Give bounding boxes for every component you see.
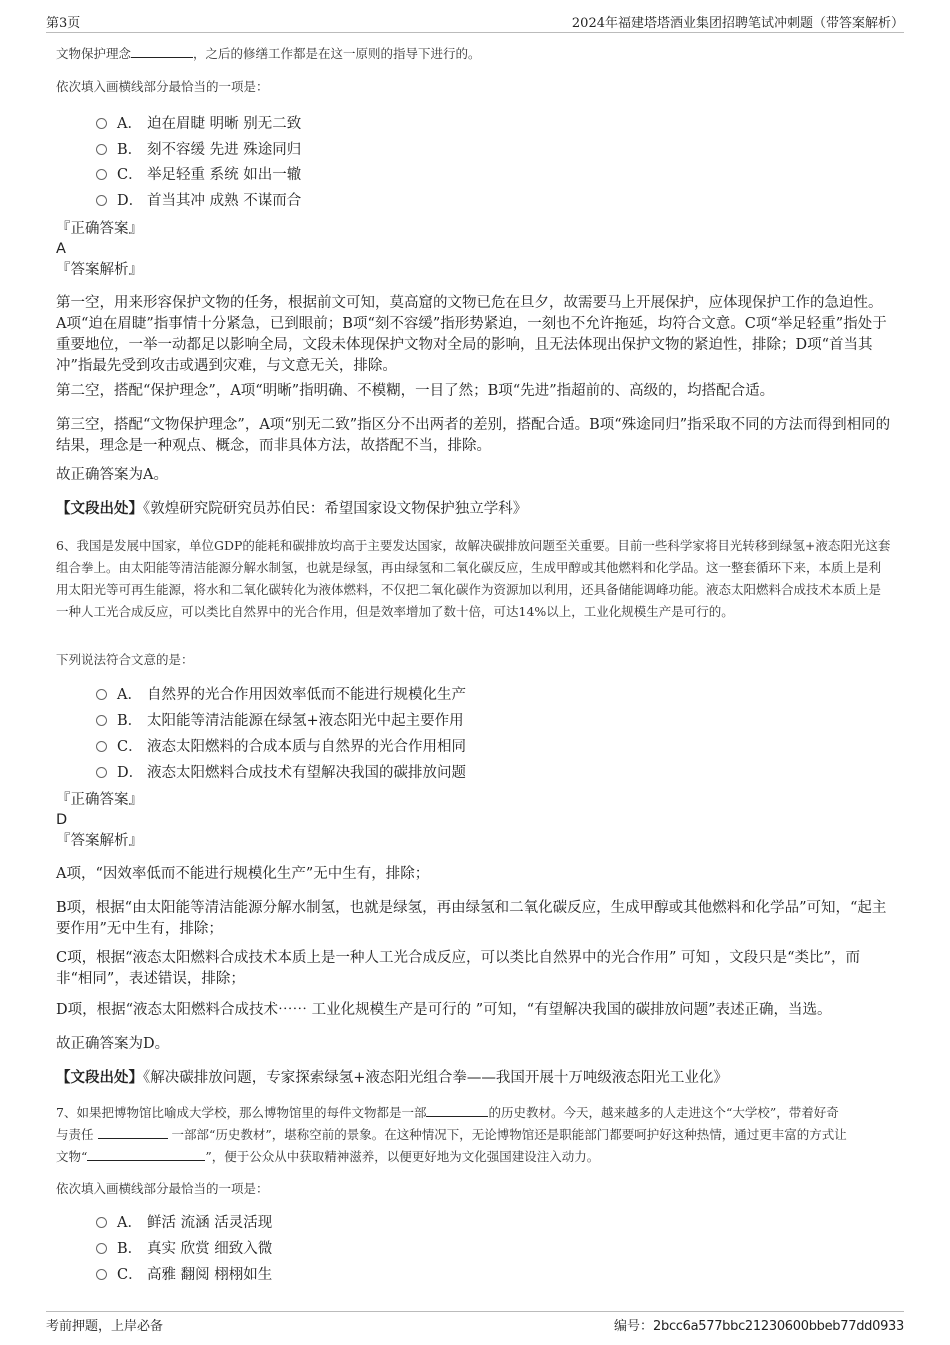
q6-analysis-d: D项，根据“液态太阳燃料合成技术⋯⋯ 工业化规模生产是可行的 ”可知，“有望解决我国的碳排放问题”表述正确，当选。	[56, 1002, 832, 1018]
q5-option-c[interactable]: C． 举足轻重 系统 如出一辙	[96, 164, 301, 186]
blank-2	[98, 1124, 168, 1139]
q6-analysis-b: B项，根据“由太阳能等清洁能源分解水制氢，也就是绿氢，再由绿氢和二氧化碳反应，生成甲醇或其他燃料和化学品”可知，“起主要作用”无中生有，排除；	[56, 900, 887, 937]
radio-icon[interactable]	[96, 1217, 107, 1228]
q5-analysis-label: 『答案解析』	[56, 262, 143, 278]
radio-icon[interactable]	[96, 118, 107, 129]
q7-option-b[interactable]: B． 真实 欣赏 细致入微	[96, 1238, 272, 1260]
q6-option-a[interactable]: A． 自然界的光合作用因效率低而不能进行规模化生产	[96, 684, 466, 706]
page-header	[46, 8, 904, 33]
radio-icon[interactable]	[96, 144, 107, 155]
q5-conclusion: 故正确答案为A。	[56, 467, 168, 483]
q6-stem: 6、我国是发展中国家，单位GDP的能耗和碳排放均高于主要发达国家，故解决碳排放问题至关重要。目前一些科学家将目光转移到绿氢+液态阳光这套组合拳上。由太阳能等清洁能源分解水制氢，也就是绿氢，再由绿氢和二氧化碳反应，生成甲醇或其他燃料和化学品。这一整套循环下来，本质上是利用太阳光等可再生能源，将水和二氧化碳转化为液体燃料，不仅把二氧化碳作为资源加以利用，还具备储能调峰功能。液态太阳燃料合成技术本质上是一种人工光合成反应，可以类比自然界中的光合作用，但是效率增加了数十倍，可达14%以上，工业化规模生产是可行的。	[56, 538, 891, 619]
blank-1	[131, 43, 193, 58]
q5-answer: A	[56, 241, 66, 257]
radio-icon[interactable]	[96, 1243, 107, 1254]
q5-option-d[interactable]: D． 首当其冲 成熟 不谋而合	[96, 190, 301, 212]
document-code: 编号：2bcc6a577bbc21230600bbeb77dd0933	[614, 1319, 904, 1334]
q5-intro: 文物保护理念 ，之后的修缮工作都是在这一原则的指导下进行的。	[56, 43, 481, 65]
q5-analysis-1: 第一空，用来形容保护文物的任务，根据前文可知，莫高窟的文物已危在旦夕，故需要马上开展保护，应体现保护工作的急迫性。A项“迫在眉睫”指事情十分紧急，已到眼前；B项“刻不容缓”指形势紧迫，一刻也不允许拖延，均符合文意。C项“举足轻重”指处于重要地位，一举一动都足以影响全局，文段未体现保护文物对全局的影响，且无法体现出保护文物的紧迫性，排除；D项“首当其冲”指最先受到攻击或遇到灾难，与文意无关，排除。	[56, 295, 887, 374]
q6-prompt: 下列说法符合文意的是：	[56, 652, 194, 667]
q6-option-b[interactable]: B． 太阳能等清洁能源在绿氢+液态阳光中起主要作用	[96, 710, 464, 732]
radio-icon[interactable]	[96, 715, 107, 726]
footer-slogan: 考前押题，上岸必备	[46, 1319, 164, 1334]
q5-prompt: 依次填入画横线部分最恰当的一项是：	[56, 79, 269, 94]
radio-icon[interactable]	[96, 741, 107, 752]
page-footer	[46, 1311, 904, 1340]
q5-option-a[interactable]: A． 迫在眉睫 明晰 别无二致	[96, 113, 301, 135]
q6-analysis-a: A项，“因效率低而不能进行规模化生产”无中生有，排除；	[56, 866, 430, 882]
q6-option-c[interactable]: C． 液态太阳燃料的合成本质与自然界的光合作用相同	[96, 736, 466, 758]
q5-option-b[interactable]: B． 刻不容缓 先进 殊途同归	[96, 139, 301, 161]
page-number: 第3页	[46, 16, 81, 31]
q7-option-a[interactable]: A． 鲜活 流涵 活灵活现	[96, 1212, 272, 1234]
radio-icon[interactable]	[96, 689, 107, 700]
q5-analysis-3: 第三空，搭配“文物保护理念”，A项“别无二致”指区分不出两者的差别，搭配合适。B项“殊途同归”指采取不同的方法而得到相同的结果，理念是一种观点、概念，而非具体方法，故搭配不当，排除。	[56, 417, 891, 454]
radio-icon[interactable]	[96, 169, 107, 180]
q7-stem: 7、如果把博物馆比喻成大学校，那么博物馆里的每件文物都是一部 的历史教材。今天，越来越多的人走进这个“大学校”，带着好奇 与责任 一部部“历史教材”，堪称空前的景象。在这种情况下，无论博物馆还是职能部门都要呵护好这种热情，通过更丰富的方式让 文物“ ”，便于公众从中获取精神滋养，以便更好地为文化强国建设注入动力。	[56, 1102, 892, 1168]
q6-analysis-c: C项，根据“液态太阳燃料合成技术本质上是一种人工光合成反应，可以类比自然界中的光合作用” 可知 ，文段只是“类比”，而非“相同”，表述错误，排除；	[56, 950, 860, 987]
radio-icon[interactable]	[96, 767, 107, 778]
q7-prompt: 依次填入画横线部分最恰当的一项是：	[56, 1181, 269, 1196]
q7-option-c[interactable]: C． 高雅 翻阅 栩栩如生	[96, 1264, 272, 1286]
q5-answer-label: 『正确答案』	[56, 221, 143, 237]
q6-answer-label: 『正确答案』	[56, 792, 143, 808]
q6-conclusion: 故正确答案为D。	[56, 1036, 170, 1052]
radio-icon[interactable]	[96, 195, 107, 206]
q5-analysis-2: 第二空，搭配“保护理念”，A项“明晰”指明确、不模糊，一目了然；B项“先进”指超前的、高级的，均搭配合适。	[56, 383, 775, 399]
q6-answer: D	[56, 812, 68, 828]
q6-analysis-label: 『答案解析』	[56, 833, 143, 849]
q6-source: 【文段出处】《解决碳排放问题，专家探索绿氢+液态阳光组合拳——我国开展十万吨级液态阳光工业化》	[56, 1069, 728, 1086]
q6-option-d[interactable]: D． 液态太阳燃料合成技术有望解决我国的碳排放问题	[96, 762, 466, 784]
blank-1	[426, 1102, 488, 1117]
blank-3	[87, 1146, 205, 1161]
q5-source: 【文段出处】《敦煌研究院研究员苏伯民：希望国家设文物保护独立学科》	[56, 500, 528, 517]
radio-icon[interactable]	[96, 1269, 107, 1280]
document-title: 2024年福建塔塔酒业集团招聘笔试冲刺题（带答案解析）	[571, 16, 904, 31]
